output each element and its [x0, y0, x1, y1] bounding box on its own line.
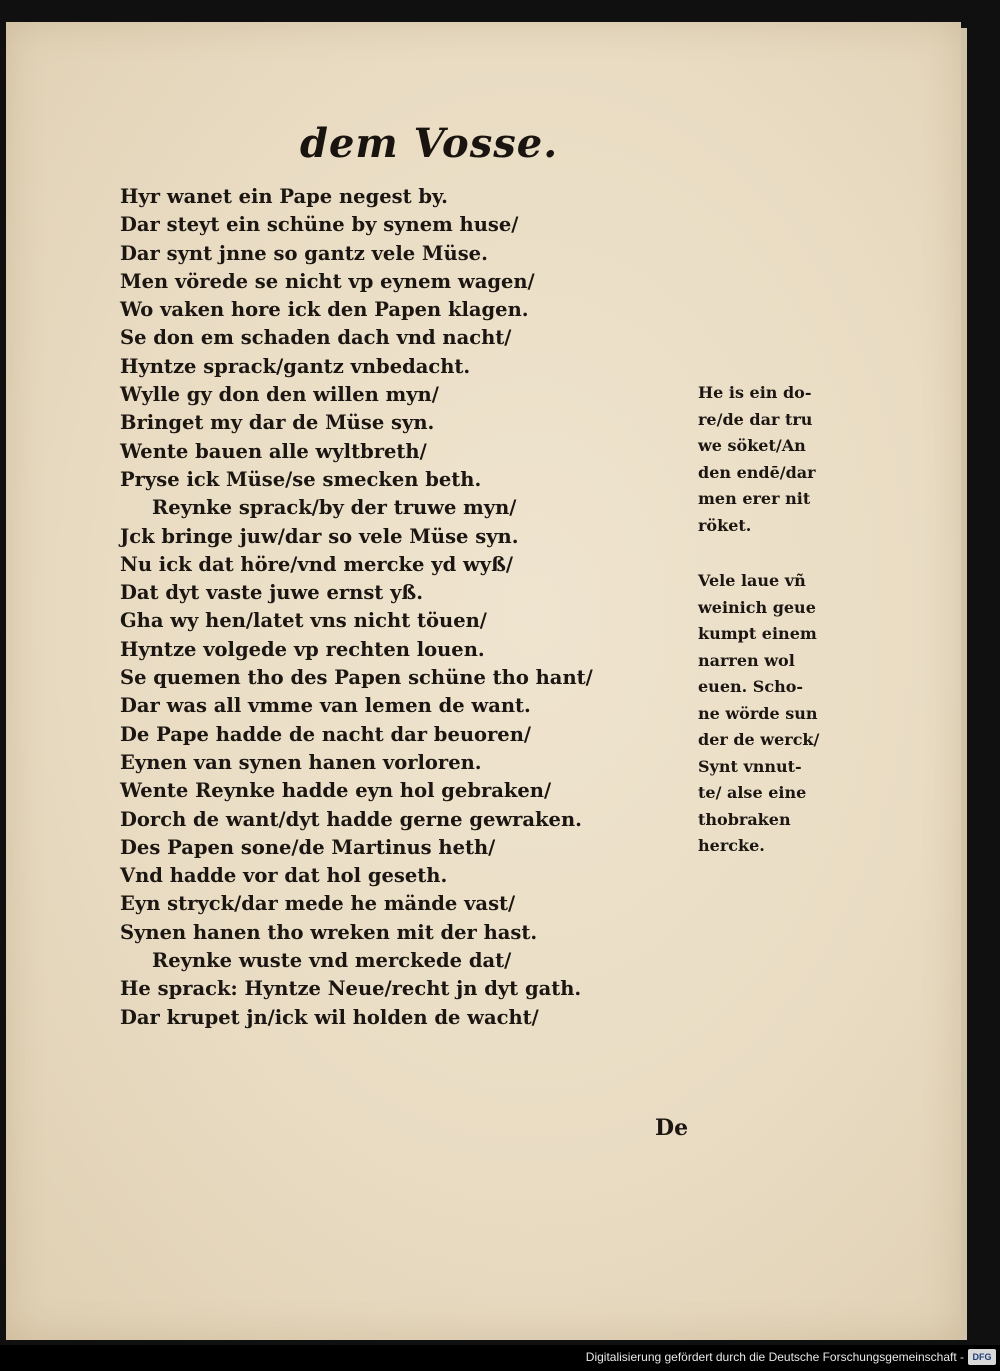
verse-line: He sprack: Hyntze Neue/recht jn dyt gath. [120, 977, 582, 1001]
verse-line: Gha wy hen/latet vns nicht töuen/ [120, 609, 487, 633]
page-edge [961, 28, 967, 1340]
verse-line: Men vörede se nicht vp eynem wagen/ [120, 269, 535, 293]
gloss-line: Synt vnnut- [698, 756, 802, 776]
verse-line: Dar krupet jn/ick wil holden de wacht/ [120, 1005, 539, 1029]
verse-line: Pryse ick Müse/se smecken beth. [120, 467, 482, 491]
verse-line: Hyntze volgede vp rechten louen. [120, 637, 485, 661]
marginal-gloss-2 [698, 568, 848, 860]
verse-line: Wente Reynke hadde eyn hol gebraken/ [120, 779, 552, 803]
gloss-line: weinich geue [698, 597, 816, 617]
gloss-line: euen. Scho- [698, 677, 804, 696]
gloss-line: kumpt einem [698, 624, 817, 643]
running-head: dem Vosse. [300, 120, 559, 167]
gloss-line: Vele laue vñ [698, 571, 806, 590]
verse-line: Wylle gy don den willen myn/ [120, 383, 439, 407]
verse-line: Vnd hadde vor dat hol geseth. [120, 864, 448, 888]
catchword: De [655, 1115, 689, 1141]
verse-line: Dar steyt ein schüne by synem huse/ [120, 213, 519, 237]
verse-text [120, 183, 650, 1032]
gloss-line: re/de dar tru [698, 409, 813, 429]
verse-line: Des Papen sone/de Martinus heth/ [120, 835, 496, 859]
marginal-gloss-1 [698, 380, 848, 539]
gloss-line: men erer nit [698, 489, 811, 508]
gloss-line: den endē/dar [698, 462, 816, 482]
gloss-line: we söket/An [698, 436, 806, 455]
verse-line: Eynen van synen hanen vorloren. [120, 750, 482, 774]
verse-line: Se don em schaden dach vnd nacht/ [120, 326, 512, 350]
verse-line: De Pape hadde de nacht dar beuoren/ [120, 722, 532, 746]
verse-line: Wente bauen alle wyltbreth/ [120, 439, 427, 463]
verse-line: Se quemen tho des Papen schüne tho hant/ [120, 666, 593, 690]
verse-line: Dar synt jnne so gantz vele Müse. [120, 241, 488, 265]
gloss-line: der de werck/ [698, 730, 820, 749]
gloss-line: röket. [698, 515, 752, 535]
gloss-line: te/ alse eine [698, 783, 807, 802]
verse-line: Dar was all vmme van lemen de want. [120, 694, 531, 718]
verse-line: Hyntze sprack/gantz vnbedacht. [120, 354, 471, 378]
footer-credit: Digitalisierung gefördert durch die Deutsche Forschungsgemeinschaft - [585, 1350, 964, 1364]
gloss-line: narren wol [698, 650, 795, 670]
verse-line: Dorch de want/dyt hadde gerne gewraken. [120, 807, 582, 831]
verse-line: Reynke sprack/by der truwe myn/ [152, 496, 517, 520]
gloss-line: hercke. [698, 836, 765, 855]
verse-line: Synen hanen tho wreken mit der hast. [120, 920, 538, 944]
gloss-line: thobraken [698, 809, 791, 829]
verse-line: Eyn stryck/dar mede he mände vast/ [120, 892, 516, 916]
verse-line: Dat dyt vaste juwe ernst yß. [120, 581, 424, 605]
footer-bar [0, 1345, 1000, 1371]
verse-line: Wo vaken hore ick den Papen klagen. [120, 298, 529, 322]
gloss-line: He is ein do- [698, 383, 812, 402]
verse-line: Bringet my dar de Müse syn. [120, 411, 435, 435]
verse-line: Jck bringe juw/dar so vele Müse syn. [120, 524, 519, 548]
gloss-line: ne wörde sun [698, 703, 818, 723]
verse-line: Reynke wuste vnd merckede dat/ [152, 949, 512, 973]
dfg-logo[interactable]: DFG [968, 1349, 996, 1365]
verse-line: Nu ick dat höre/vnd mercke yd wyß/ [120, 552, 514, 576]
verse-line: Hyr wanet ein Pape negest by. [120, 185, 448, 208]
